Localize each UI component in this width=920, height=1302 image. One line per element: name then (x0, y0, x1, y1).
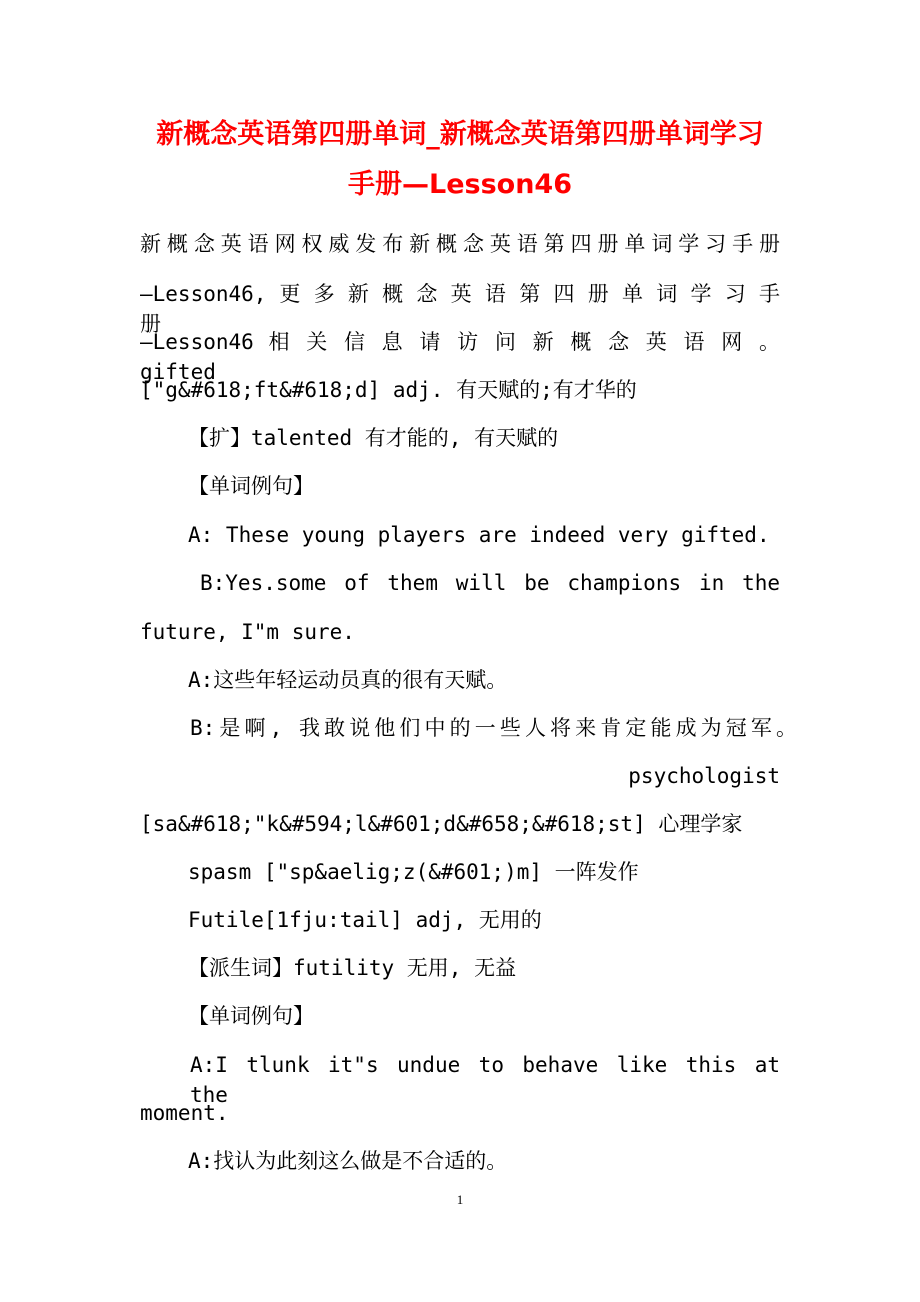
vocabulary-word: psychologist (628, 764, 780, 788)
page-number: 1 (456, 1192, 464, 1207)
vocabulary-entry: Futile[1fju:tail] adj, 无用的 (188, 908, 542, 932)
example-sentence: A:I tlunk it"s undue to behave like this at the (190, 1053, 780, 1107)
body-text-line: —Lesson46, 更 多 新 概 念 英 语 第 四 册 单 词 学 习 手 册 (140, 282, 780, 336)
example-sentence: moment. (140, 1101, 229, 1125)
document-title-line-1: 新概念英语第四册单词_新概念英语第四册单词学习 (156, 119, 764, 150)
example-sentence: A: These young players are indeed very gifted. (188, 523, 770, 547)
example-sentence: future, I"m sure. (140, 620, 355, 644)
derivative-entry: 【派生词】futility 无用, 无益 (188, 956, 517, 980)
example-sentence: B:Yes.some of them will be champions in the (200, 571, 780, 595)
example-translation: A:这些年轻运动员真的很有天赋。 (188, 668, 508, 692)
body-text-line: —Lesson46 相 关 信 息 请 访 问 新 概 念 英 语 网 。 gifted (140, 330, 780, 384)
example-translation: B:是啊, 我敢说他们中的一些人将来肯定能成为冠军。 (190, 716, 797, 740)
vocabulary-entry: spasm ["sp&aelig;z(&#601;)m] 一阵发作 (188, 860, 639, 884)
section-heading: 【单词例句】 (188, 474, 314, 498)
document-title-line-2: 手册—Lesson46 (347, 169, 572, 200)
section-heading: 【单词例句】 (188, 1004, 314, 1028)
vocabulary-phonetic: [sa&#618;"k&#594;l&#601;d&#658;&#618;st] 心理学家 (140, 812, 743, 836)
example-translation: A:找认为此刻这么做是不合适的。 (188, 1149, 508, 1173)
body-text-line: ["g&#618;ft&#618;d] adj. 有天赋的;有才华的 (140, 378, 637, 402)
body-text-line: 新概念英语网权威发布新概念英语第四册单词学习手册 (140, 232, 780, 256)
body-text-line: 【扩】talented 有才能的, 有天赋的 (188, 426, 559, 450)
